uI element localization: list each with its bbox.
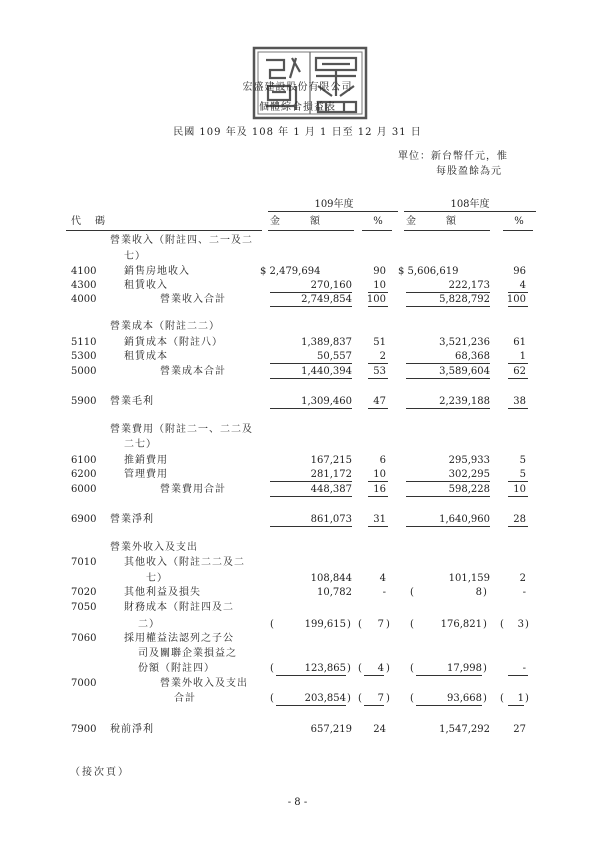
row-pct-year2: 5 xyxy=(519,455,526,466)
close-paren: ) xyxy=(483,663,487,674)
page-number: - 8 - xyxy=(287,797,308,808)
year1-header-rule xyxy=(268,211,398,212)
close-paren: ) xyxy=(347,693,351,704)
row-amount-year1: 281,172 xyxy=(310,469,352,480)
open-paren: ( xyxy=(270,663,274,674)
row-amount-year1: 203,854 xyxy=(304,693,346,704)
statement-period: 民國 109 年及 108 年 1 月 1 日至 12 月 31 日 xyxy=(173,127,422,138)
row-amount-year1: 123,865 xyxy=(304,663,346,674)
pct1-header-rule xyxy=(362,230,392,231)
open-paren: ( xyxy=(358,619,362,630)
column-header-pct1: % xyxy=(373,216,383,227)
total-rule xyxy=(416,705,482,706)
row-amount-year2: 3,521,236 xyxy=(439,337,490,348)
subtotal-rule xyxy=(270,292,352,293)
open-paren: ( xyxy=(358,663,362,674)
row-label: 營業收入合計 xyxy=(160,294,226,305)
row-amount-year2: 8 xyxy=(475,587,482,598)
row-code: 4000 xyxy=(71,294,97,305)
row-amount-year2: 5,828,792 xyxy=(439,294,490,305)
row-pct-year1: 24 xyxy=(373,724,386,735)
amount2-header-rule xyxy=(404,230,490,231)
row-label: 二） xyxy=(138,619,160,630)
row-pct-year2: 5 xyxy=(519,469,526,480)
column-header-year2: 108年度 xyxy=(450,199,490,210)
row-pct-year1: 7 xyxy=(377,619,384,630)
row-amount-year2: 222,173 xyxy=(448,280,490,291)
column-header-amount1: 金 額 xyxy=(270,216,320,227)
total-rule xyxy=(368,378,388,379)
row-amount-year1: 1,440,394 xyxy=(301,366,352,377)
row-pct-year2: 4 xyxy=(519,280,526,291)
row-code: 6200 xyxy=(71,469,97,480)
row-amount-year2: 302,295 xyxy=(448,469,490,480)
row-amount-year1: 448,387 xyxy=(310,484,352,495)
row-label: 稅前淨利 xyxy=(110,724,154,735)
row-amount-year1: 167,215 xyxy=(310,455,352,466)
row-label: 營業成本（附註二二） xyxy=(110,321,220,332)
total-rule xyxy=(270,408,352,409)
row-label: 營業外收入及支出 xyxy=(110,542,198,553)
row-code: 6900 xyxy=(71,514,97,525)
row-amount-year1: 108,844 xyxy=(310,573,352,584)
row-amount-year2: 68,368 xyxy=(455,351,490,362)
column-header-year1: 109年度 xyxy=(314,199,354,210)
close-paren: ) xyxy=(483,693,487,704)
row-pct-year1: 51 xyxy=(373,337,386,348)
subtotal-rule xyxy=(276,675,346,676)
row-label: 租賃收入 xyxy=(124,280,168,291)
row-label: 營業成本合計 xyxy=(160,366,226,377)
open-paren: ( xyxy=(410,693,414,704)
unit-note-line1: 單位：新台幣仟元，惟 xyxy=(398,151,508,162)
row-code: 6100 xyxy=(71,455,97,466)
row-amount-year2: 176,821 xyxy=(440,619,482,630)
row-label: 二七） xyxy=(124,439,157,450)
row-label: 營業費用（附註二一、二二及 xyxy=(110,424,253,435)
row-code: 5000 xyxy=(71,366,97,377)
row-pct-year2: 62 xyxy=(513,366,526,377)
row-pct-year2: 1 xyxy=(519,351,526,362)
row-code: 5900 xyxy=(71,396,97,407)
row-amount-year1: $ 2,479,694 xyxy=(260,266,321,277)
row-pct-year1: 16 xyxy=(373,484,386,495)
row-pct-year2: 10 xyxy=(513,484,526,495)
total-rule xyxy=(364,705,384,706)
column-header-amount2: 金 額 xyxy=(406,216,456,227)
row-code: 7020 xyxy=(71,587,97,598)
subtotal-rule xyxy=(368,481,388,482)
row-pct-year2: 28 xyxy=(513,514,526,525)
column-header-pct2: % xyxy=(514,216,524,227)
subtotal-rule xyxy=(416,675,482,676)
row-label: 營業費用合計 xyxy=(160,484,226,495)
close-paren: ) xyxy=(386,619,390,630)
row-label: 營業淨利 xyxy=(110,514,154,525)
row-amount-year1: 861,073 xyxy=(310,514,352,525)
row-label: 管理費用 xyxy=(124,469,168,480)
pct2-header-rule xyxy=(503,230,533,231)
total-rule xyxy=(368,496,388,497)
row-pct-year1: 2 xyxy=(379,351,386,362)
subtotal-rule xyxy=(406,292,490,293)
row-amount-year1: 199,615 xyxy=(304,619,346,630)
total-rule xyxy=(508,306,528,307)
row-pct-year2: 27 xyxy=(513,724,526,735)
open-paren: ( xyxy=(358,693,362,704)
subtotal-rule xyxy=(406,481,490,482)
row-label: 合計 xyxy=(174,693,196,704)
row-pct-year1: 4 xyxy=(377,663,384,674)
row-amount-year1: 270,160 xyxy=(310,280,352,291)
statement-title: 個體綜合損益表 xyxy=(259,102,336,113)
row-pct-year2: 3 xyxy=(517,619,524,630)
total-rule xyxy=(406,526,490,527)
open-paren: ( xyxy=(410,619,414,630)
open-paren: ( xyxy=(500,619,504,630)
row-pct-year1: 47 xyxy=(373,396,386,407)
row-amount-year2: 93,668 xyxy=(447,693,482,704)
row-pct-year2: 2 xyxy=(519,573,526,584)
total-rule xyxy=(368,526,388,527)
subtotal-rule xyxy=(364,675,384,676)
row-pct-year2: 38 xyxy=(513,396,526,407)
row-pct-year1: 10 xyxy=(373,469,386,480)
row-pct-year2: 1 xyxy=(517,693,524,704)
row-label: 七） xyxy=(124,251,146,262)
subtotal-rule xyxy=(406,363,490,364)
row-amount-year2: 3,589,604 xyxy=(439,366,490,377)
row-label: 銷貨成本（附註八） xyxy=(124,337,223,348)
subtotal-rule xyxy=(508,675,528,676)
row-pct-year1: 6 xyxy=(379,455,386,466)
amount1-header-rule xyxy=(268,230,354,231)
row-pct-year1: 53 xyxy=(373,366,386,377)
row-amount-year1: 657,219 xyxy=(310,724,352,735)
row-label: 營業外收入及支出 xyxy=(160,678,248,689)
row-pct-year2: - xyxy=(522,587,526,598)
total-rule xyxy=(368,408,388,409)
row-label: 租賃成本 xyxy=(124,351,168,362)
subtotal-rule xyxy=(508,292,528,293)
close-paren: ) xyxy=(386,663,390,674)
close-paren: ) xyxy=(525,693,529,704)
row-pct-year1: 100 xyxy=(366,294,386,305)
row-amount-year2: 1,640,960 xyxy=(439,514,490,525)
row-code: 7000 xyxy=(71,678,97,689)
open-paren: ( xyxy=(410,663,414,674)
row-label: 營業收入（附註四、二一及二 xyxy=(110,235,253,246)
total-rule xyxy=(406,408,490,409)
row-label: 其他利益及損失 xyxy=(124,587,201,598)
total-rule xyxy=(508,496,528,497)
code-label-header-rule xyxy=(66,230,262,231)
row-pct-year2: 96 xyxy=(513,266,526,277)
total-rule xyxy=(406,378,490,379)
total-rule xyxy=(270,378,352,379)
row-code: 5110 xyxy=(71,337,97,348)
row-label: 司及關聯企業損益之 xyxy=(138,648,237,659)
row-pct-year2: 61 xyxy=(513,337,526,348)
row-pct-year1: 31 xyxy=(373,514,386,525)
row-label: 銷售房地收入 xyxy=(124,266,190,277)
row-code: 7060 xyxy=(71,633,97,644)
row-code: 5300 xyxy=(71,351,97,362)
subtotal-rule xyxy=(270,363,352,364)
row-amount-year2: 17,998 xyxy=(447,663,482,674)
row-amount-year1: 10,782 xyxy=(317,587,352,598)
row-amount-year1: 1,389,837 xyxy=(301,337,352,348)
total-rule xyxy=(368,306,388,307)
company-name: 宏盛建設股份有限公司 xyxy=(242,82,353,93)
total-rule xyxy=(270,496,352,497)
column-header-code: 代 碼 xyxy=(71,216,107,227)
total-rule xyxy=(508,705,524,706)
row-pct-year1: 4 xyxy=(379,573,386,584)
row-amount-year2: 2,239,188 xyxy=(439,396,490,407)
row-pct-year2: 100 xyxy=(506,294,526,305)
close-paren: ) xyxy=(483,619,487,630)
close-paren: ) xyxy=(347,619,351,630)
row-amount-year1: 50,557 xyxy=(317,351,352,362)
row-label: 採用權益法認列之子公 xyxy=(124,633,234,644)
row-code: 7010 xyxy=(71,557,97,568)
open-paren: ( xyxy=(410,587,414,598)
row-label: 推銷費用 xyxy=(124,455,168,466)
open-paren: ( xyxy=(270,619,274,630)
total-rule xyxy=(270,306,352,307)
total-rule xyxy=(270,526,352,527)
row-code: 6000 xyxy=(71,484,97,495)
total-rule xyxy=(276,705,346,706)
row-amount-year2: 598,228 xyxy=(448,484,490,495)
row-code: 4300 xyxy=(71,280,97,291)
row-label: 其他收入（附註二二及二 xyxy=(124,557,245,568)
total-rule xyxy=(406,306,490,307)
row-code: 4100 xyxy=(71,266,97,277)
close-paren: ) xyxy=(386,693,390,704)
total-rule xyxy=(508,408,528,409)
row-amount-year2: 295,933 xyxy=(448,455,490,466)
row-code: 7900 xyxy=(71,724,97,735)
row-label: 七） xyxy=(146,573,168,584)
row-label: 財務成本（附註四及二 xyxy=(124,602,234,613)
row-label: 份額（附註四） xyxy=(138,663,215,674)
row-pct-year1: 90 xyxy=(373,266,386,277)
close-paren: ) xyxy=(347,663,351,674)
row-amount-year1: 1,309,460 xyxy=(301,396,352,407)
row-amount-year2: 101,159 xyxy=(448,573,490,584)
total-rule xyxy=(508,378,528,379)
open-paren: ( xyxy=(270,693,274,704)
subtotal-rule xyxy=(368,292,388,293)
subtotal-rule xyxy=(270,481,352,482)
row-pct-year1: 7 xyxy=(377,693,384,704)
row-pct-year1: - xyxy=(382,587,386,598)
row-label: 營業毛利 xyxy=(110,396,154,407)
row-pct-year2: - xyxy=(522,663,526,674)
subtotal-rule xyxy=(368,363,388,364)
continued-note: （接次頁） xyxy=(70,767,130,778)
row-amount-year1: 2,749,854 xyxy=(301,294,352,305)
row-amount-year2: $ 5,606,619 xyxy=(398,266,459,277)
subtotal-rule xyxy=(508,481,528,482)
row-code: 7050 xyxy=(71,602,97,613)
row-amount-year2: 1,547,292 xyxy=(439,724,490,735)
close-paren: ) xyxy=(483,587,487,598)
close-paren: ) xyxy=(525,619,529,630)
subtotal-rule xyxy=(508,363,528,364)
row-pct-year1: 10 xyxy=(373,280,386,291)
open-paren: ( xyxy=(500,693,504,704)
total-rule xyxy=(406,496,490,497)
total-rule xyxy=(508,526,528,527)
unit-note-line2: 每股盈餘為元 xyxy=(436,166,502,177)
year2-header-rule xyxy=(404,211,536,212)
